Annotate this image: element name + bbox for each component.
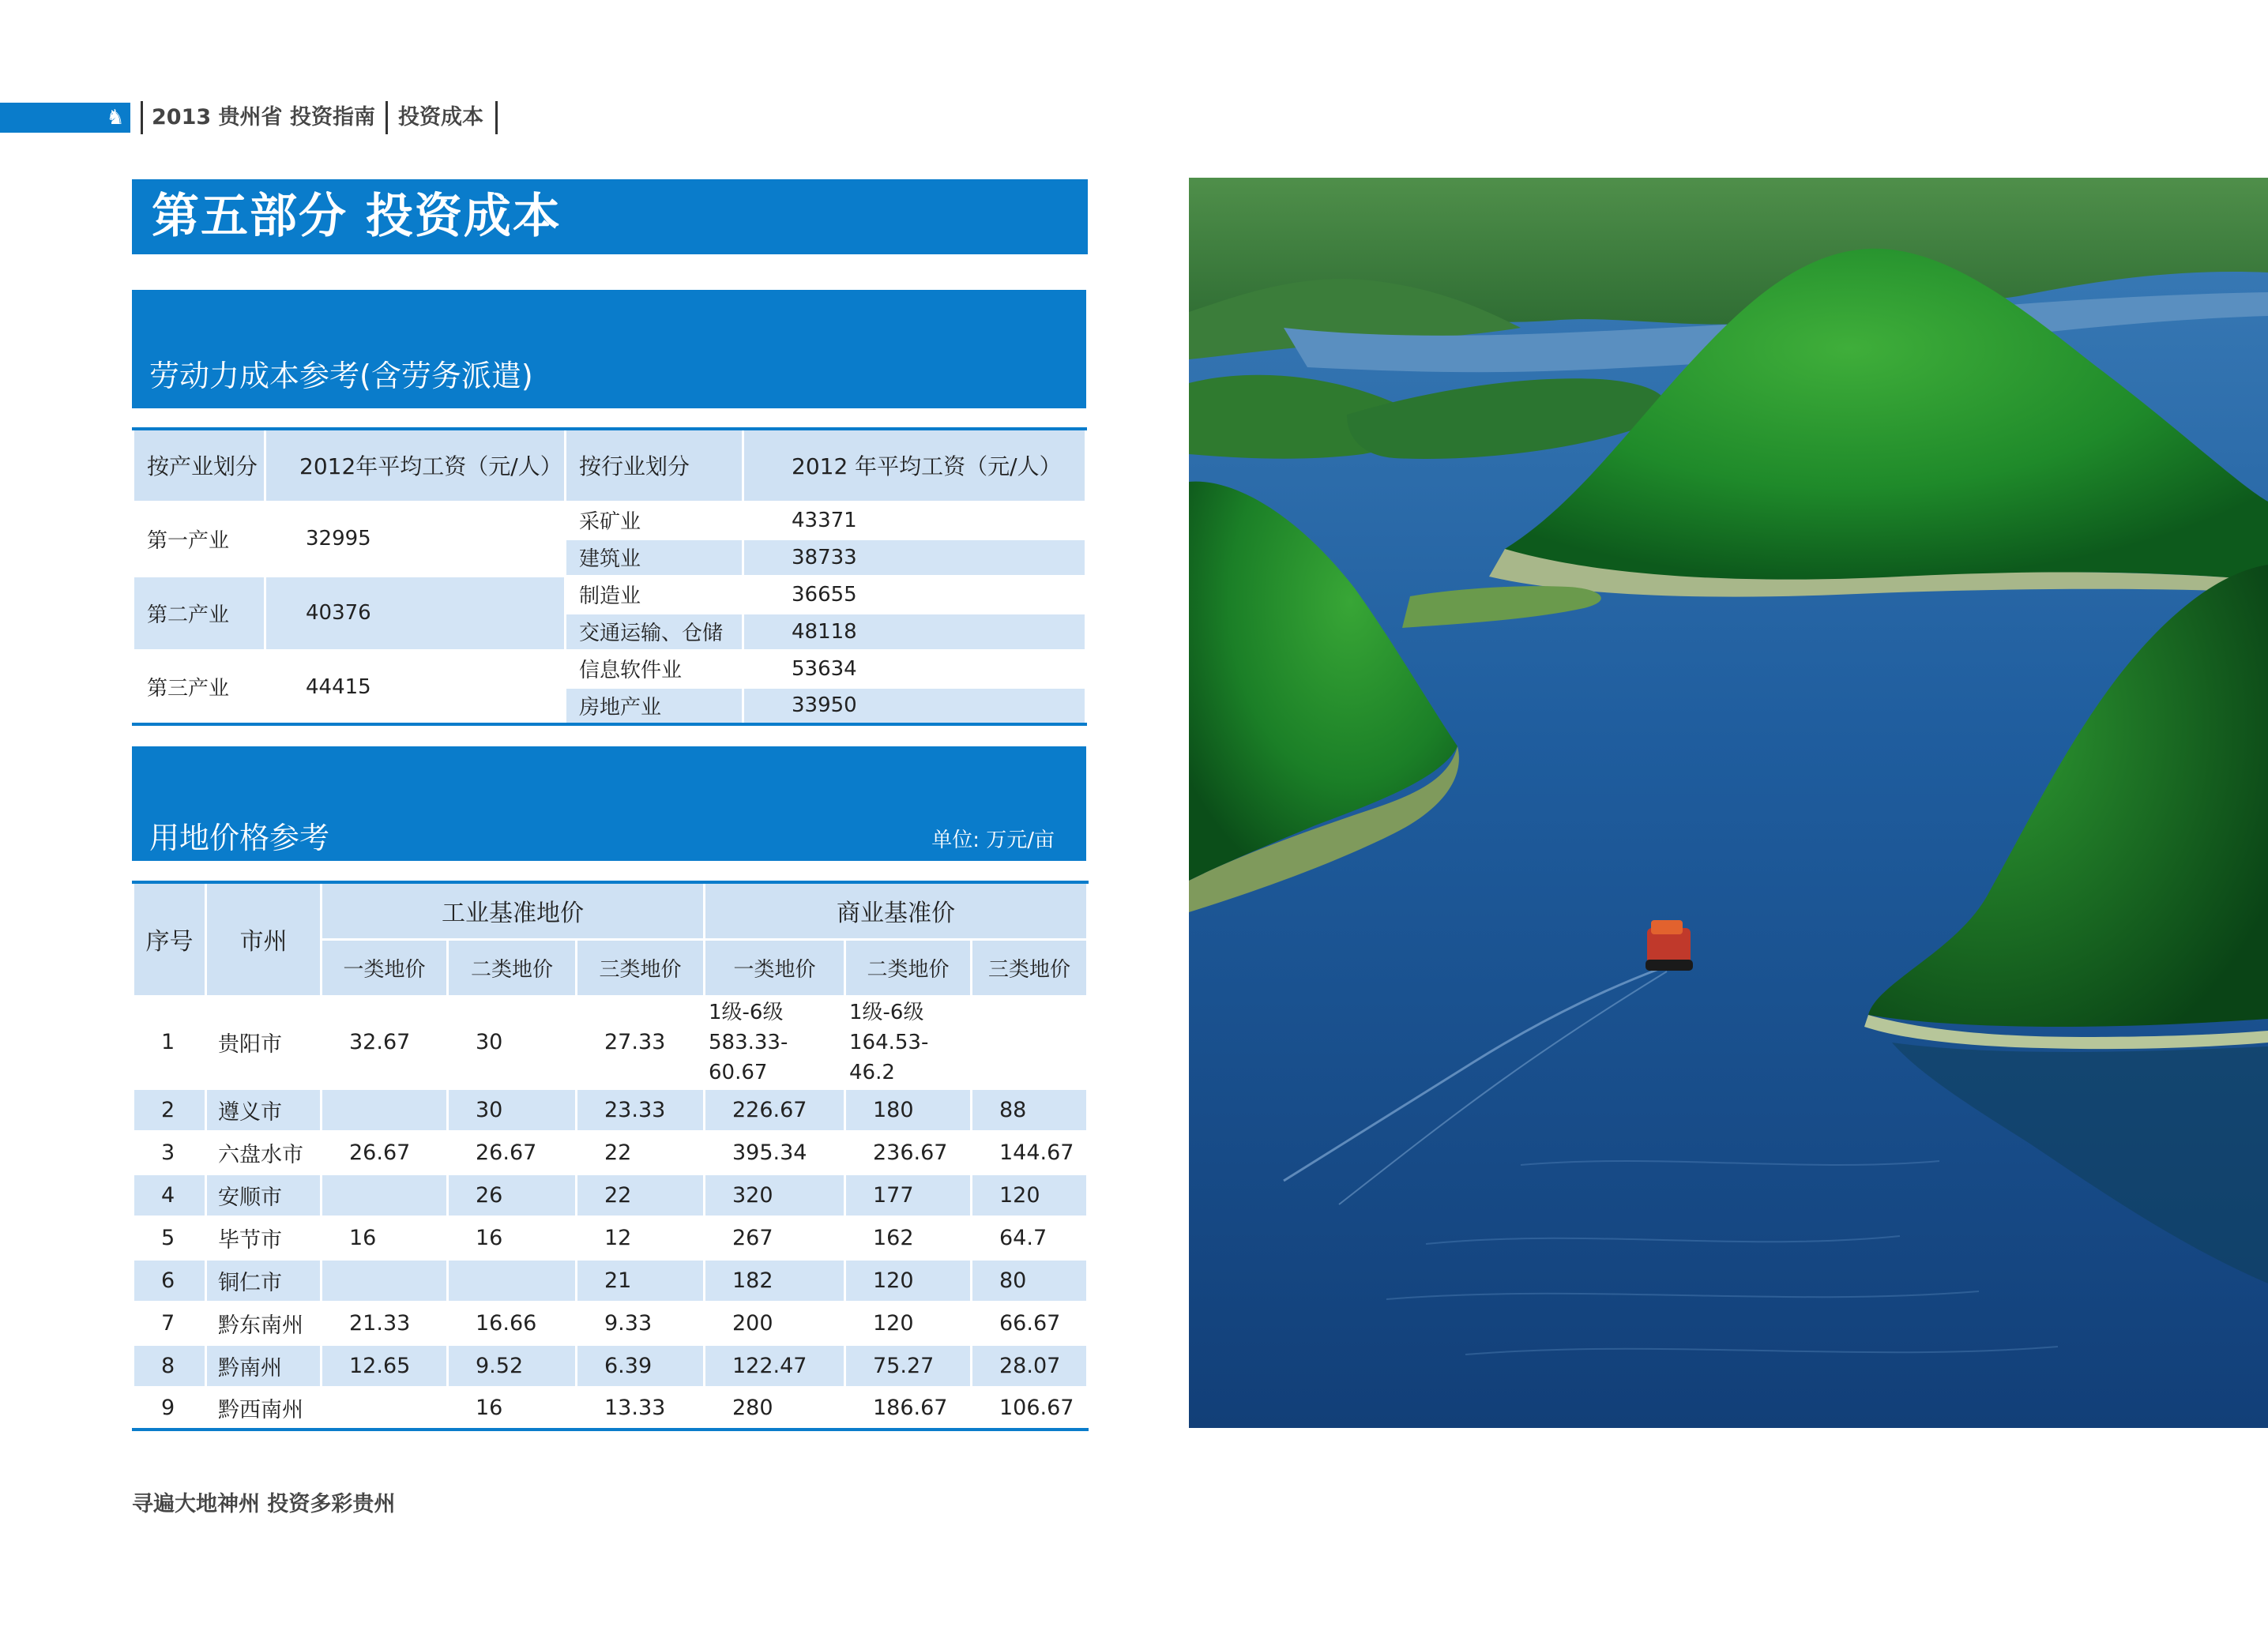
commercial-class3: 120: [972, 1174, 1088, 1216]
industrial-class2: 16: [448, 1216, 577, 1259]
industrial-class3: 13.33: [577, 1387, 705, 1430]
city-name: 铜仁市: [206, 1259, 322, 1302]
column-header: 三类地价: [972, 939, 1088, 996]
industry-wage: 44415: [265, 650, 566, 724]
commercial-class1: 267: [705, 1216, 845, 1259]
column-header: 2012 年平均工资（元/人）: [743, 429, 1086, 502]
lake-landscape-photo: [1189, 178, 2268, 1428]
industrial-class2: 30: [448, 996, 577, 1088]
sector-name: 制造业: [566, 576, 743, 613]
commercial-class2-range: 164.53-46.2: [849, 1030, 929, 1084]
table-row: [134, 1259, 1088, 1302]
column-header: 市州: [206, 882, 322, 996]
industrial-class1: [322, 1088, 448, 1131]
industrial-class3: 27.33: [577, 996, 705, 1088]
row-index: 7: [134, 1302, 206, 1344]
city-name: 黔南州: [206, 1344, 322, 1387]
city-name: 安顺市: [206, 1174, 322, 1216]
row-index: 8: [134, 1344, 206, 1387]
sector-wage: 53634: [743, 650, 1086, 687]
commercial-class2: 177: [845, 1174, 972, 1216]
commercial-class3: 66.67: [972, 1302, 1088, 1344]
sector-wage: 36655: [743, 576, 1086, 613]
header-divider: [495, 101, 498, 134]
column-header: 二类地价: [845, 939, 972, 996]
sector-name: 采矿业: [566, 502, 743, 539]
industrial-class3: 21: [577, 1259, 705, 1302]
industrial-class3: 12: [577, 1216, 705, 1259]
table-row: [134, 1387, 1088, 1430]
industrial-class3: 22: [577, 1131, 705, 1174]
table-header-row: [134, 882, 1088, 939]
commercial-class3: 80: [972, 1259, 1088, 1302]
sector-name: 交通运输、仓储: [566, 613, 743, 650]
industrial-class3: 9.33: [577, 1302, 705, 1344]
industrial-class2: 26: [448, 1174, 577, 1216]
industrial-class1: [322, 1174, 448, 1216]
industrial-class1: 12.65: [322, 1344, 448, 1387]
labor-cost-table: [132, 427, 1087, 726]
industry-name: 第二产业: [134, 576, 265, 650]
sector-wage: 43371: [743, 502, 1086, 539]
row-index: 3: [134, 1131, 206, 1174]
industrial-class2: [448, 1259, 577, 1302]
industrial-class2: 16.66: [448, 1302, 577, 1344]
industrial-class2: 30: [448, 1088, 577, 1131]
unit-label: 单位: 万元/亩: [931, 829, 1055, 852]
commercial-class1: 182: [705, 1259, 845, 1302]
header-title: 2013 贵州省 投资指南: [152, 105, 375, 130]
city-name: 黔东南州: [206, 1302, 322, 1344]
industrial-class1: 16: [322, 1216, 448, 1259]
commercial-class3: 106.67: [972, 1387, 1088, 1430]
table-row: [134, 1088, 1088, 1131]
row-index: 4: [134, 1174, 206, 1216]
labor-section-title: 劳动力成本参考(含劳务派遣): [149, 359, 533, 393]
commercial-class2: 162: [845, 1216, 972, 1259]
commercial-class1-grade: 1级-6级: [709, 1000, 784, 1024]
lake-landscape-image: [1189, 178, 2268, 1428]
industry-name: 第三产业: [134, 650, 265, 724]
column-header: 按行业划分: [566, 429, 743, 502]
column-header: 2012年平均工资（元/人）: [265, 429, 566, 502]
industry-wage: 40376: [265, 576, 566, 650]
commercial-class3: 144.67: [972, 1131, 1088, 1174]
land-price-table: [132, 881, 1089, 1431]
horse-logo-icon: ♞: [106, 106, 125, 130]
column-header: 按产业划分: [134, 429, 265, 502]
row-index: 6: [134, 1259, 206, 1302]
sector-name: 建筑业: [566, 539, 743, 576]
commercial-class2: 236.67: [845, 1131, 972, 1174]
sector-wage: 38733: [743, 539, 1086, 576]
sector-wage: 33950: [743, 687, 1086, 724]
industrial-class2: 26.67: [448, 1131, 577, 1174]
row-index: 9: [134, 1387, 206, 1430]
industrial-class3: 23.33: [577, 1088, 705, 1131]
commercial-class3: 64.7: [972, 1216, 1088, 1259]
table-row: [134, 650, 1086, 687]
page-title-bar: [132, 179, 1088, 254]
table-row: [134, 576, 1086, 613]
header-section: 投资成本: [398, 105, 483, 130]
industrial-class1: [322, 1387, 448, 1430]
row-index: 2: [134, 1088, 206, 1131]
column-group-header: 工业基准地价: [322, 882, 705, 939]
commercial-class2-grade: 1级-6级: [849, 1000, 924, 1024]
commercial-class1: 226.67: [705, 1088, 845, 1131]
commercial-class2: 186.67: [845, 1387, 972, 1430]
commercial-class1: 280: [705, 1387, 845, 1430]
commercial-class3: [972, 996, 1088, 1088]
column-header: 二类地价: [448, 939, 577, 996]
labor-section-banner: [132, 290, 1086, 408]
commercial-class1: 320: [705, 1174, 845, 1216]
column-header: 三类地价: [577, 939, 705, 996]
industrial-class1: 21.33: [322, 1302, 448, 1344]
commercial-class2: 180: [845, 1088, 972, 1131]
city-name: 贵阳市: [206, 996, 322, 1088]
footer-slogan: 寻遍大地神州 投资多彩贵州: [132, 1492, 396, 1516]
commercial-class1-range: 583.33-60.67: [709, 1030, 788, 1084]
table-row: [134, 1216, 1088, 1259]
commercial-class2: [845, 996, 972, 1088]
sector-wage: 48118: [743, 613, 1086, 650]
industrial-class1: 26.67: [322, 1131, 448, 1174]
column-header: 序号: [134, 882, 206, 996]
header-divider: [141, 101, 143, 134]
industrial-class2: 16: [448, 1387, 577, 1430]
table-row: [134, 1131, 1088, 1174]
table-row: [134, 1302, 1088, 1344]
table-row: [134, 502, 1086, 539]
sector-name: 信息软件业: [566, 650, 743, 687]
industrial-class1: 32.67: [322, 996, 448, 1088]
column-header: 一类地价: [705, 939, 845, 996]
land-section-title: 用地价格参考: [149, 821, 330, 855]
table-row: [134, 996, 1088, 1088]
commercial-class1: 122.47: [705, 1344, 845, 1387]
column-header: 一类地价: [322, 939, 448, 996]
commercial-class1: 200: [705, 1302, 845, 1344]
commercial-class3: 28.07: [972, 1344, 1088, 1387]
industry-name: 第一产业: [134, 502, 265, 576]
industrial-class3: 22: [577, 1174, 705, 1216]
commercial-class2: 120: [845, 1259, 972, 1302]
commercial-class1: 395.34: [705, 1131, 845, 1174]
commercial-class3: 88: [972, 1088, 1088, 1131]
page-title: 第五部分 投资成本: [152, 189, 562, 244]
city-name: 六盘水市: [206, 1131, 322, 1174]
commercial-class2: 75.27: [845, 1344, 972, 1387]
land-section-banner: [132, 746, 1086, 861]
industrial-class1: [322, 1259, 448, 1302]
table-header-row: [134, 429, 1086, 502]
industry-wage: 32995: [265, 502, 566, 576]
row-index: 5: [134, 1216, 206, 1259]
commercial-class2: 120: [845, 1302, 972, 1344]
row-index: 1: [134, 996, 206, 1088]
column-group-header: 商业基准价: [705, 882, 1088, 939]
commercial-class1: [705, 996, 845, 1088]
industrial-class3: 6.39: [577, 1344, 705, 1387]
city-name: 遵义市: [206, 1088, 322, 1131]
header-divider: [386, 101, 388, 134]
table-row: [134, 1344, 1088, 1387]
sector-name: 房地产业: [566, 687, 743, 724]
city-name: 黔西南州: [206, 1387, 322, 1430]
city-name: 毕节市: [206, 1216, 322, 1259]
table-row: [134, 1174, 1088, 1216]
industrial-class2: 9.52: [448, 1344, 577, 1387]
